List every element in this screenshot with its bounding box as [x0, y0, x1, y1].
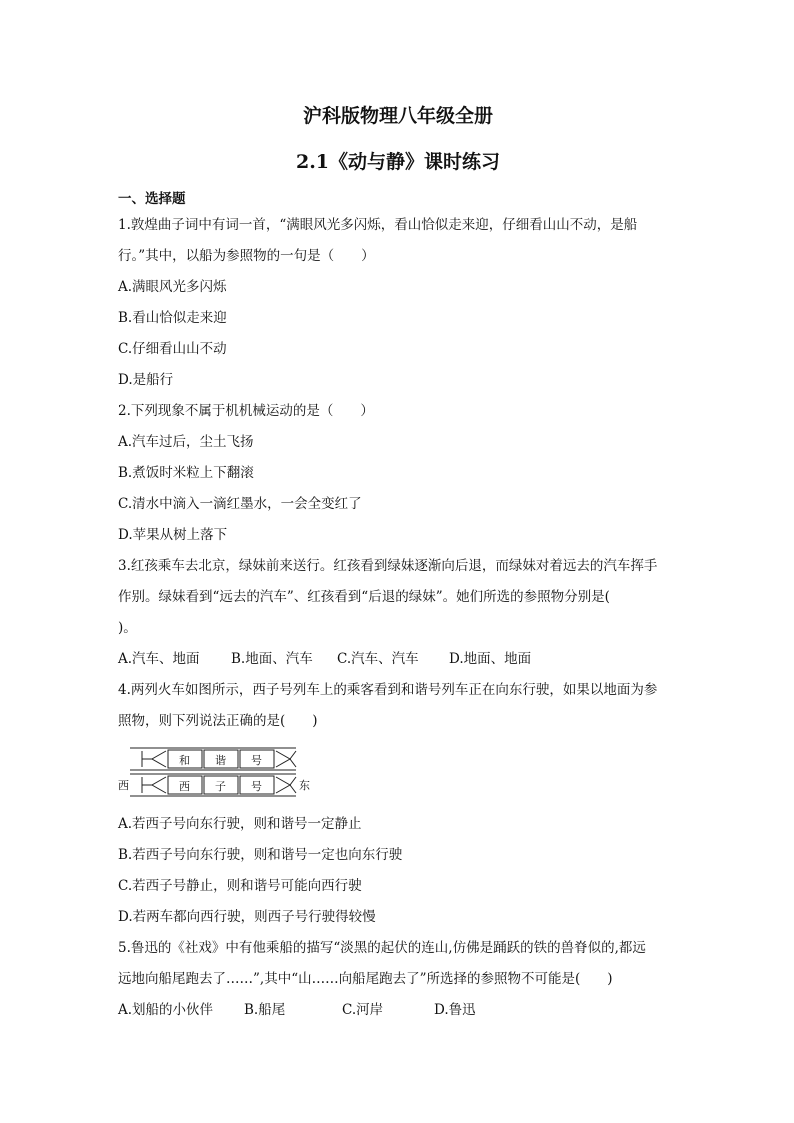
train-car-label: 号	[251, 754, 262, 767]
option-a: A.汽车、地面	[118, 651, 200, 667]
question-5	[118, 933, 678, 1026]
question-3	[118, 551, 678, 675]
question-stem: 5.鲁迅的《社戏》中有他乘船的描写“淡黑的起伏的连山,仿佛是踊跃的铁的兽脊似的,都远	[118, 940, 646, 956]
question-stem: 作别。绿妹看到“远去的汽车”、红孩看到“后退的绿妹”。她们所选的参照物分别是(	[118, 589, 610, 605]
option-a: A.若西子号向东行驶，则和谐号一定静止	[118, 816, 362, 832]
train-diagram-graphic	[118, 739, 318, 805]
train-car-label: 西	[179, 780, 190, 793]
option-d: D.地面、地面	[449, 651, 532, 667]
question-stem: 行。”其中，以船为参照物的一句是（ ）	[118, 248, 375, 264]
document-page	[118, 100, 678, 1026]
page-title: 沪科版物理八年级全册	[302, 105, 493, 127]
train-car-label: 谐	[215, 754, 226, 767]
option-d: D.是船行	[118, 372, 174, 388]
option-b: B.煮饭时米粒上下翻滚	[118, 465, 254, 481]
question-2	[118, 396, 678, 551]
question-stem: 4.两列火车如图所示，西子号列车上的乘客看到和谐号列车正在向东行驶，如果以地面为参	[118, 682, 658, 698]
question-stem: 2.下列现象不属于机机械运动的是（ ）	[118, 403, 374, 419]
question-stem: 照物，则下列说法正确的是( )	[118, 713, 318, 729]
option-c: C.仔细看山山不动	[118, 341, 227, 357]
page-subtitle: 2.1《动与静》课时练习	[295, 151, 501, 173]
options-row	[118, 644, 678, 675]
option-a: A.划船的小伙伴	[118, 1002, 214, 1018]
option-d: D.鲁迅	[434, 1002, 476, 1018]
option-a: A.满眼风光多闪烁	[118, 279, 227, 295]
option-c: C.若西子号静止，则和谐号可能向西行驶	[118, 878, 362, 894]
section-heading: 一、选择题	[118, 191, 186, 207]
train-car-label: 和	[179, 754, 190, 767]
option-b: B.地面、汽车	[231, 651, 313, 667]
east-label: 东	[299, 779, 310, 792]
question-stem: 3.红孩乘车去北京，绿妹前来送行。红孩看到绿妹逐渐向后退，而绿妹对着远去的汽车挥手	[118, 558, 658, 574]
option-b: B.若西子号向东行驶，则和谐号一定也向东行驶	[118, 847, 403, 863]
train-car-label: 子	[215, 780, 226, 793]
option-d: D.若两车都向西行驶，则西子号行驶得较慢	[118, 909, 376, 925]
option-c: C.河岸	[342, 1002, 384, 1018]
question-stem: 远地向船尾跑去了……”,其中“山……向船尾跑去了”所选择的参照物不可能是( )	[118, 971, 613, 987]
train-car-label: 号	[251, 780, 262, 793]
question-1	[118, 210, 678, 396]
question-stem: 1.敦煌曲子词中有词一首，“满眼风光多闪烁，看山恰似走来迎，仔细看山山不动，是船	[118, 217, 638, 233]
option-c: C.汽车、汽车	[337, 651, 419, 667]
option-c: C.清水中滴入一滴红墨水，一会全变红了	[118, 496, 362, 512]
option-b: B.看山恰似走来迎	[118, 310, 227, 326]
train-diagram	[118, 739, 318, 805]
west-label: 西	[118, 779, 129, 792]
options-row	[118, 995, 678, 1026]
question-4	[118, 675, 678, 933]
option-a: A.汽车过后，尘土飞扬	[118, 434, 254, 450]
option-b: B.船尾	[244, 1002, 286, 1018]
option-d: D.苹果从树上落下	[118, 527, 228, 543]
question-stem: )。	[118, 620, 137, 636]
